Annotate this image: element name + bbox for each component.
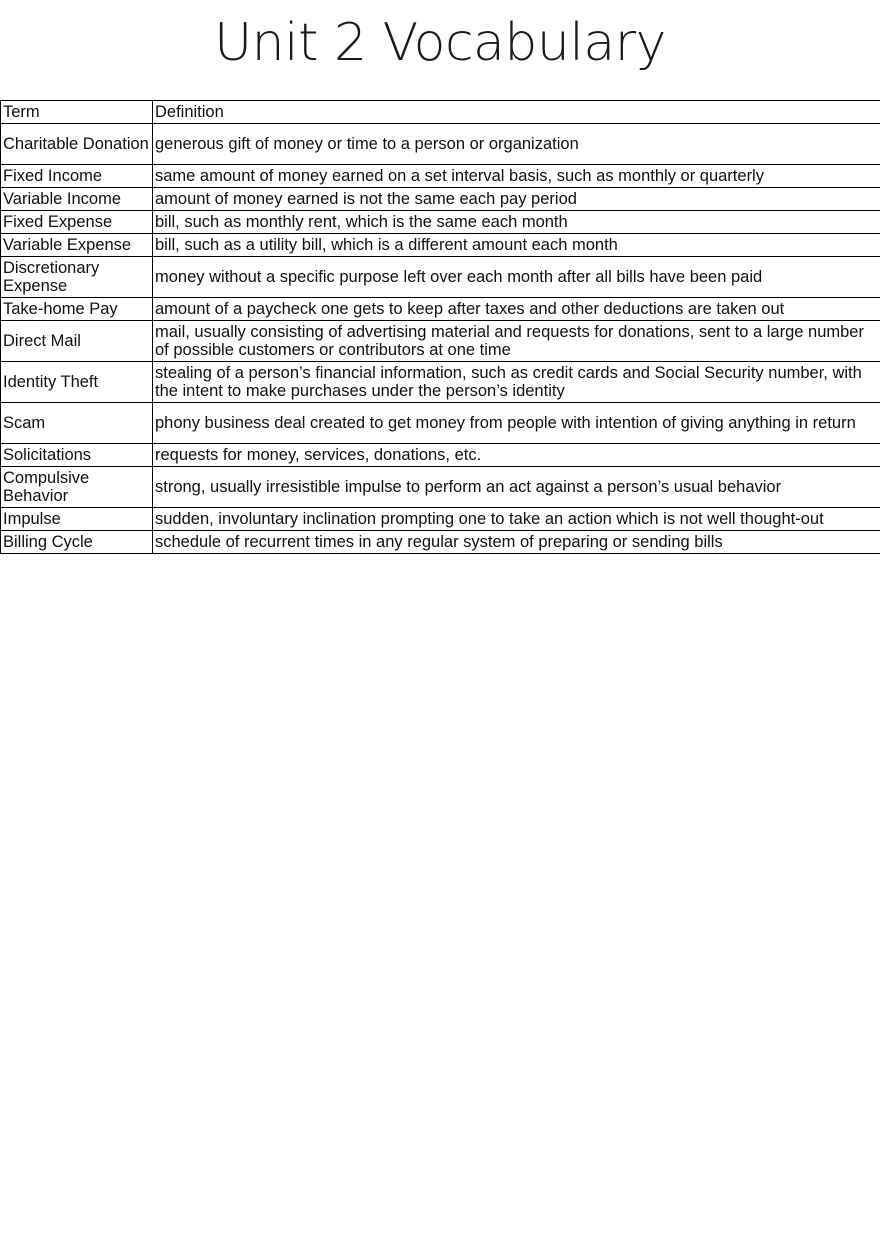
column-header-term: Term [1,101,153,124]
definition-cell: same amount of money earned on a set interval basis, such as monthly or quarterly [153,165,880,188]
term-cell: Variable Expense [1,234,153,257]
table-row [1,165,880,188]
table-row [1,403,880,444]
page-title: Unit 2 Vocabulary [214,13,666,73]
term-cell: Compulsive Behavior [1,467,153,508]
table-row [1,124,880,165]
definition-cell: mail, usually consisting of advertising material and requests for donations, sent to a large number of possible customers or contributors at one time [153,321,880,362]
term-cell: Charitable Donation [1,124,153,165]
table-row [1,188,880,211]
table-header-row [1,101,880,124]
definition-cell: phony business deal created to get money from people with intention of giving anything in return [153,403,880,444]
table-row [1,211,880,234]
definition-cell: stealing of a person’s financial information, such as credit cards and Social Security number, with the intent to make purchases under the person’s identity [153,362,880,403]
term-cell: Direct Mail [1,321,153,362]
term-cell: Impulse [1,508,153,531]
term-cell: Billing Cycle [1,531,153,554]
definition-cell: schedule of recurrent times in any regular system of preparing or sending bills [153,531,880,554]
table-row [1,257,880,298]
definition-cell: generous gift of money or time to a person or organization [153,124,880,165]
term-cell: Solicitations [1,444,153,467]
definition-cell: amount of money earned is not the same each pay period [153,188,880,211]
table-row [1,531,880,554]
term-cell: Variable Income [1,188,153,211]
table-row [1,467,880,508]
vocabulary-table [0,100,880,554]
definition-cell: sudden, involuntary inclination prompting one to take an action which is not well thought-out [153,508,880,531]
term-cell: Identity Theft [1,362,153,403]
definition-cell: bill, such as monthly rent, which is the same each month [153,211,880,234]
table-row [1,444,880,467]
table-row [1,234,880,257]
definition-cell: requests for money, services, donations, etc. [153,444,880,467]
definition-cell: bill, such as a utility bill, which is a different amount each month [153,234,880,257]
term-cell: Discretionary Expense [1,257,153,298]
term-cell: Fixed Expense [1,211,153,234]
table-row [1,508,880,531]
definition-cell: strong, usually irresistible impulse to perform an act against a person’s usual behavior [153,467,880,508]
table-row [1,321,880,362]
definition-cell: amount of a paycheck one gets to keep after taxes and other deductions are taken out [153,298,880,321]
column-header-definition: Definition [153,101,880,124]
table-row [1,362,880,403]
definition-cell: money without a specific purpose left over each month after all bills have been paid [153,257,880,298]
table-row [1,298,880,321]
term-cell: Fixed Income [1,165,153,188]
term-cell: Scam [1,403,153,444]
term-cell: Take-home Pay [1,298,153,321]
